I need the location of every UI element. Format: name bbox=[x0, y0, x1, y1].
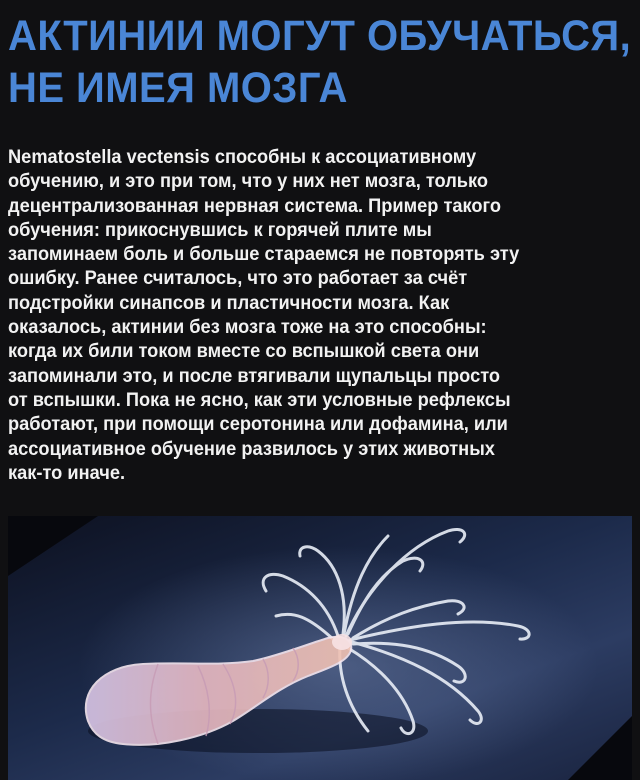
headline bbox=[8, 10, 632, 114]
body-line: работают, при помощи серотонина или дофамина, или bbox=[8, 414, 508, 436]
headline-line-1: АКТИНИИ МОГУТ ОБУЧАТЬСЯ, bbox=[8, 12, 632, 60]
headline-line-2: НЕ ИМЕЯ МОЗГА bbox=[8, 64, 348, 112]
oral-disc bbox=[332, 634, 352, 650]
body-line: обучения: прикоснувшись к горячей плите мы bbox=[8, 219, 432, 241]
body-line: от вспышки. Пока не ясно, как эти условные рефлексы bbox=[8, 389, 511, 411]
article-body bbox=[8, 146, 622, 486]
body-line: запоминали это, и после втягивали щупальцы просто bbox=[8, 365, 501, 387]
body-line: когда их били током вместе со вспышкой света они bbox=[8, 341, 480, 363]
photo-corner bbox=[8, 516, 98, 576]
body-line: подстройки синапсов и пластичности мозга. Как bbox=[8, 292, 450, 314]
body-line: децентрализованная нервная система. Пример такого bbox=[8, 195, 502, 217]
body-line: запоминаем боль и больше стараемся не повторять эту bbox=[8, 244, 520, 266]
body-line: обучению, и это при том, что у них нет мозга, только bbox=[8, 171, 489, 193]
sea-anemone-illustration bbox=[8, 516, 632, 780]
body-line: ассоциативное обучение развилось у этих животных bbox=[8, 438, 495, 460]
sea-anemone-photo bbox=[8, 516, 632, 780]
body-line: оказалось, актинии без мозга тоже на это способны: bbox=[8, 317, 487, 339]
photo-corner bbox=[568, 716, 632, 780]
body-line: ошибку. Ранее считалось, что это работает за счёт bbox=[8, 268, 468, 290]
body-line: Nematostella vectensis способны к ассоциативному bbox=[8, 147, 477, 168]
body-line: как-то иначе. bbox=[8, 462, 126, 484]
